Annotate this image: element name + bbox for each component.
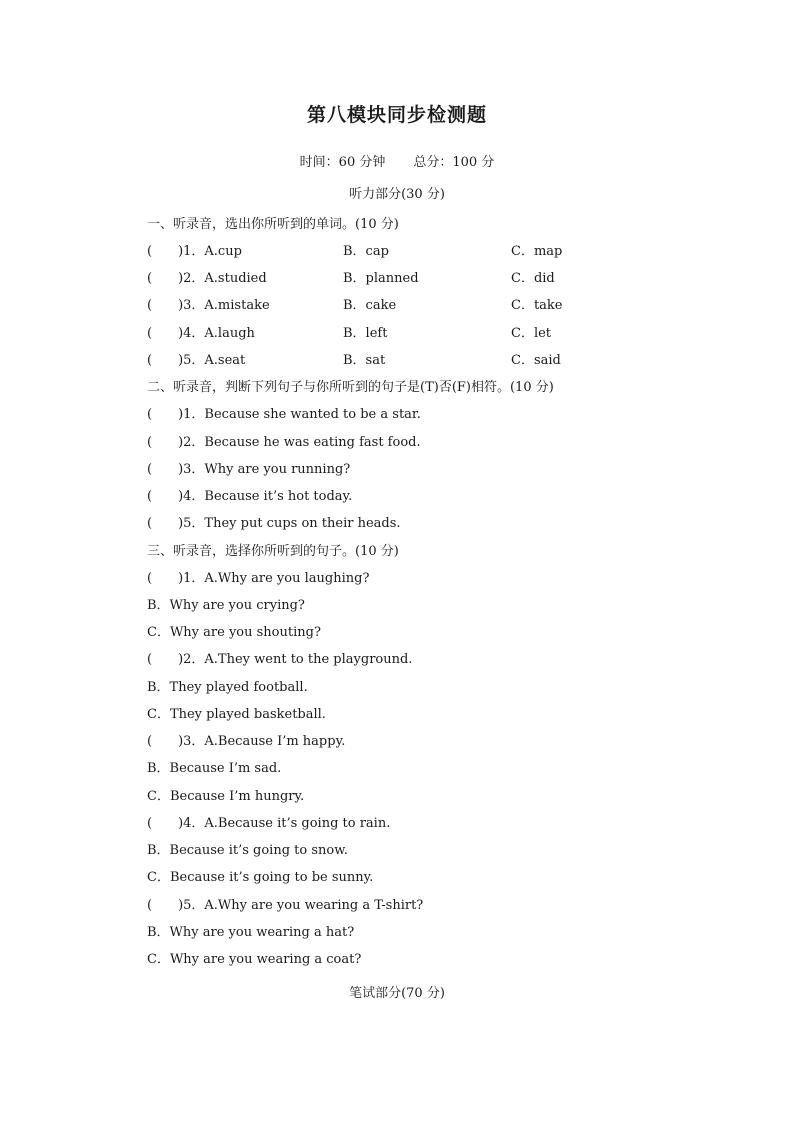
section1-heading: 一、听录音，选出你所听到的单词。(10 分) bbox=[147, 217, 399, 232]
section3-line: ( )2．A.They went to the playground. bbox=[147, 652, 413, 667]
item-option-b: B．cake bbox=[343, 298, 397, 313]
item-option-a: ( )1．A.cup bbox=[147, 244, 242, 259]
section3-line: C．Because it’s going to be sunny. bbox=[147, 870, 374, 885]
item-option-b: B．sat bbox=[343, 353, 386, 368]
item-option-a: ( )3．A.mistake bbox=[147, 298, 270, 313]
section1-item bbox=[147, 325, 667, 343]
listening-part-label: 听力部分(30 分) bbox=[349, 187, 445, 202]
item-option-c: C．did bbox=[511, 271, 555, 286]
section2-item: ( )3．Why are you running? bbox=[147, 462, 351, 477]
item-option-c: C．said bbox=[511, 353, 561, 368]
exam-meta bbox=[0, 151, 794, 170]
item-option-b: B．left bbox=[343, 326, 388, 341]
section3-line: ( )3．A.Because I’m happy. bbox=[147, 734, 346, 749]
item-option-b: B．planned bbox=[343, 271, 419, 286]
item-option-a: ( )2．A.studied bbox=[147, 271, 267, 286]
section1-item bbox=[147, 297, 667, 315]
total-score: 总分：100 分 bbox=[413, 155, 495, 170]
section3-heading: 三、听录音，选择你所听到的句子。(10 分) bbox=[147, 544, 399, 559]
section1-item bbox=[147, 243, 667, 261]
section2-heading: 二、听录音，判断下列句子与你所听到的句子是(T)否(F)相符。(10 分) bbox=[147, 380, 554, 395]
section3-line: B．Why are you crying? bbox=[147, 598, 305, 613]
section2-item: ( )5．They put cups on their heads. bbox=[147, 516, 401, 531]
page-title: 第八模块同步检测题 bbox=[306, 104, 487, 126]
section3-line: B．Why are you wearing a hat? bbox=[147, 925, 355, 940]
item-option-c: C．take bbox=[511, 298, 563, 313]
item-option-a: ( )4．A.laugh bbox=[147, 326, 255, 341]
item-option-c: C．let bbox=[511, 326, 552, 341]
section2-item: ( )2．Because he was eating fast food. bbox=[147, 435, 421, 450]
section3-line: ( )5．A.Why are you wearing a T-shirt? bbox=[147, 898, 424, 913]
section3-line: C．Why are you wearing a coat? bbox=[147, 952, 362, 967]
writing-part-label: 笔试部分(70 分) bbox=[349, 986, 445, 1001]
section3-line: B．They played football. bbox=[147, 680, 308, 695]
section2-item: ( )4．Because it’s hot today. bbox=[147, 489, 353, 504]
item-option-a: ( )5．A.seat bbox=[147, 353, 246, 368]
section1-item bbox=[147, 352, 667, 370]
section3-line: ( )4．A.Because it’s going to rain. bbox=[147, 816, 391, 831]
item-option-c: C．map bbox=[511, 244, 563, 259]
section2-item: ( )1．Because she wanted to be a star. bbox=[147, 407, 421, 422]
section3-line: C．Why are you shouting? bbox=[147, 625, 321, 640]
section3-line: C．Because I’m hungry. bbox=[147, 789, 305, 804]
section3-line: B．Because it’s going to snow. bbox=[147, 843, 348, 858]
section3-line: C．They played basketball. bbox=[147, 707, 326, 722]
time-limit: 时间：60 分钟 bbox=[299, 155, 386, 170]
section1-item bbox=[147, 270, 667, 288]
section3-line: ( )1．A.Why are you laughing? bbox=[147, 571, 370, 586]
section3-line: B．Because I’m sad. bbox=[147, 761, 282, 776]
item-option-b: B．cap bbox=[343, 244, 389, 259]
